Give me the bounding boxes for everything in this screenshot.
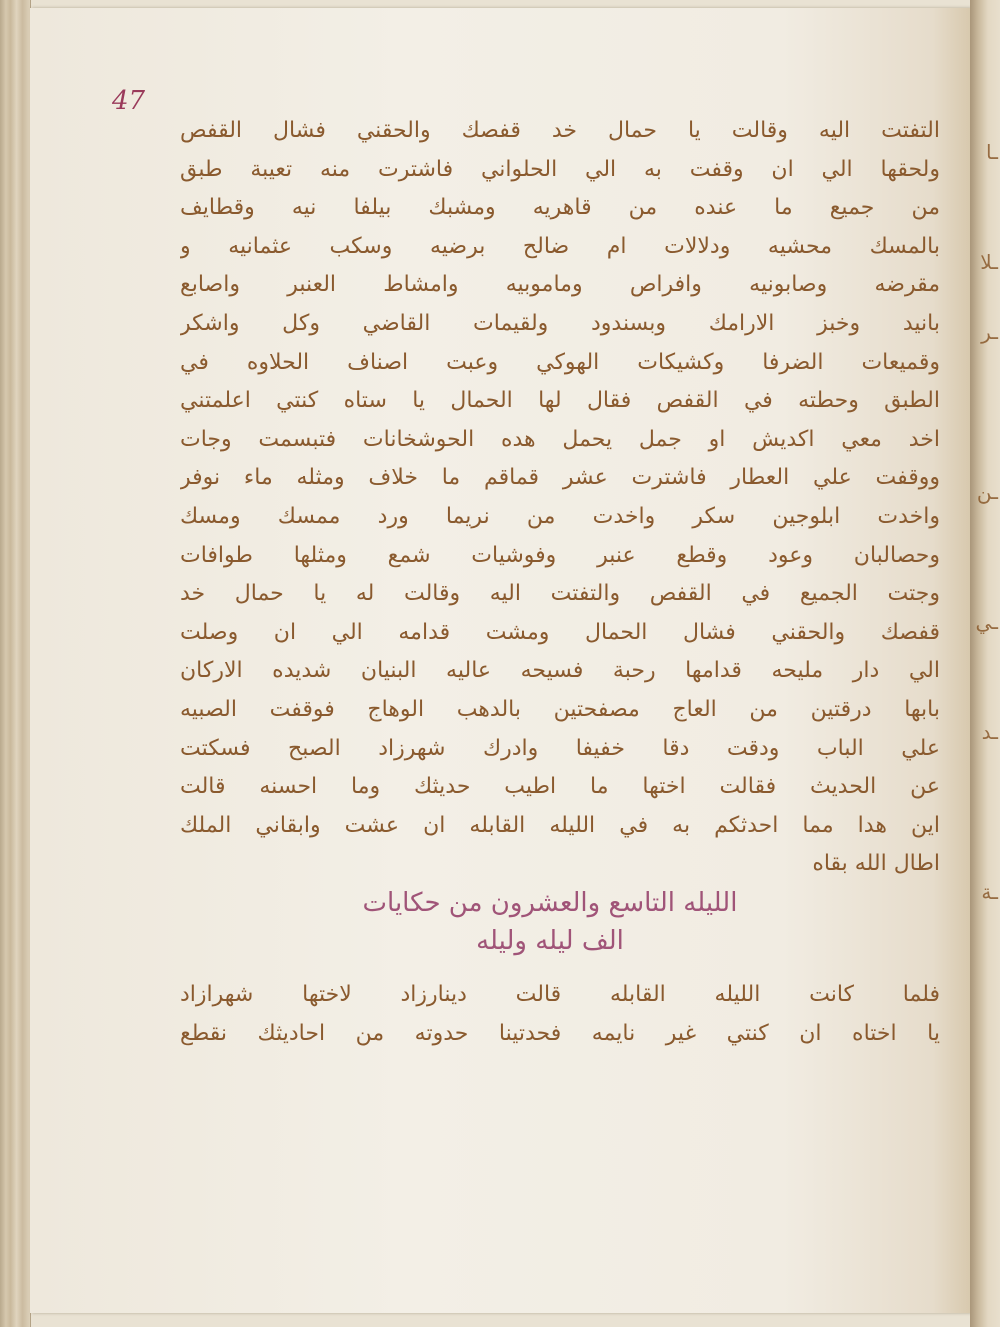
facing-page-fragment: ـا <box>986 140 998 164</box>
page-stack-edge <box>0 0 31 1327</box>
facing-page-fragment: ـي <box>975 610 998 634</box>
facing-page-fragment: ـر <box>981 320 998 344</box>
facing-page-fragment: ـلا <box>980 250 998 274</box>
facing-page-fragment: ـد <box>981 720 998 744</box>
text-line: وجتت الجميع في القفص والتفتت اليه وقالت له يا حمال خد <box>180 581 940 607</box>
text-line: قفصك والحقني فشال الحمال ومشت قدامه الي ان وصلت <box>180 619 940 645</box>
text-line: الي دار مليحه قدامها رحبة فسيحه عاليه البنيان شديده الاركان <box>180 658 940 684</box>
text-line: اخد معي اكديش او جمل يحمل هده الحوشخانات فتبسمت وجات <box>180 426 940 452</box>
text-line: علي الباب ودقت دقا خفيفا وادرك شهرزاد الصبح فسكتت <box>180 735 940 761</box>
text-line: بالمسك محشيه ودلالات ام ضالح برضيه وسكب عثمانيه و <box>180 233 940 259</box>
text-line: وقميعات الضرفا وكشيكات الهوكي وعبت اصناف الحلاوه في <box>180 349 940 375</box>
facing-page-strip <box>970 0 1000 1327</box>
text-line: يا اختاه ان كنتي غير نايمه فحدتينا حدوته من احاديثك نقطع <box>180 1020 940 1046</box>
text-line: اطال الله بقاه <box>812 851 940 877</box>
text-line: مقرضه وصابونيه وافراص وماموبيه وامشاط العنبر واصابع <box>180 272 940 298</box>
text-line: فلما كانت الليله القابله قالت دينارزاد لاختها شهرازاد <box>180 982 940 1007</box>
text-line: من جميع ما عنده من قاهريه ومشبك بيلفا نيه وقطايف <box>180 195 940 221</box>
facing-page-fragment: ـن <box>976 480 998 504</box>
text-line: واخدت ابلوجين سكر واخدت من نريما ورد ممسك ومسك <box>180 503 940 529</box>
text-line: عن الحديث فقالت اختها ما اطيب حديثك وما احسنه قالت <box>180 774 940 800</box>
chapter-heading-line-1: الليله التاسع والعشرون من حكايات <box>362 888 738 918</box>
facing-page-fragment: ـة <box>981 880 998 904</box>
text-line: وحصالبان وعود وقطع عنبر وفوشيات شمع ومثلها طوافات <box>180 542 940 568</box>
folio-number: 47 <box>112 86 146 116</box>
text-line: ولحقها الي ان وقفت به الي الحلواني فاشترت منه تعيبة طبق <box>180 156 940 182</box>
closing-text-block <box>180 976 940 1053</box>
text-line: بانيد وخبز الارامك وبسندود ولقيمات القاضي وكل واشكر <box>180 310 940 336</box>
text-line: بابها درقتين من العاج مصفحتين بالدهب الوهاج فوقفت الصبيه <box>180 696 940 722</box>
text-line: ووقفت علي العطار فاشترت عشر قماقم ما خلاف ومثله ماء نوفر <box>180 465 940 491</box>
chapter-heading-line-2: الف ليله وليله <box>476 926 624 956</box>
text-line: اين هدا مما احدثكم به في الليله القابله ان عشت وابقاني الملك <box>180 812 940 838</box>
main-text-block <box>180 112 940 884</box>
text-line: الطبق وحطته في القفص فقال لها الحمال يا ستاه كنتي اعلمتني <box>180 388 940 414</box>
text-line: التفتت اليه وقالت يا حمال خد قفصك والحقني فشال القفص <box>180 118 940 143</box>
